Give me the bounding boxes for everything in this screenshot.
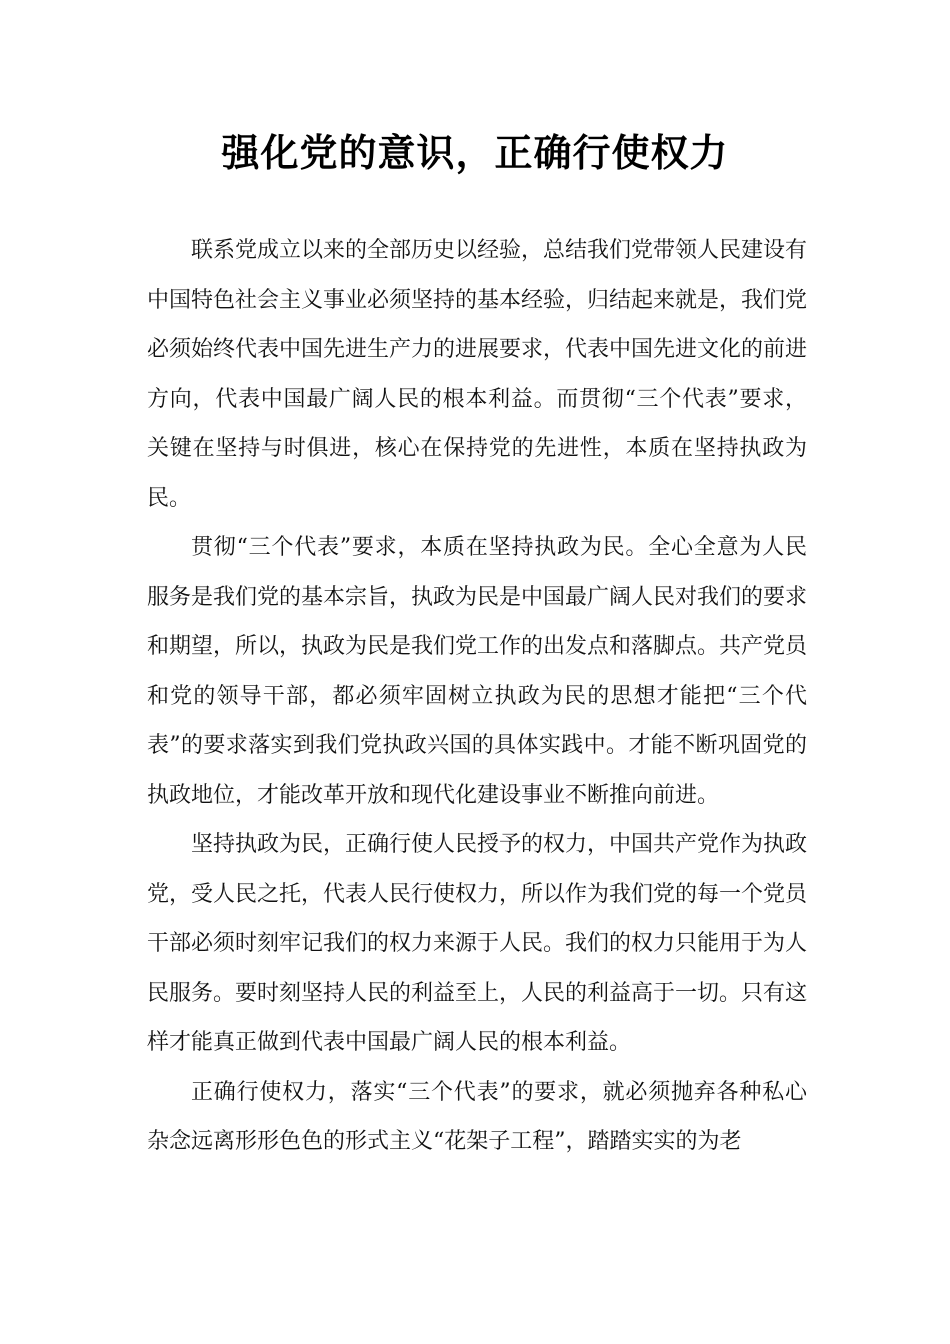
paragraph-3: 坚持执政为民，正确行使人民授予的权力，中国共产党作为执政党，受人民之托，代表人民行使权力，所以作为我们党的每一个党员干部必须时刻牢记我们的权力来源于人民。我们的权力只能用于为人民服务。要时刻坚持人民的利益至上，人民的利益高于一切。只有这样才能真正做到代表中国最广阔人民的根本利益。 — [147, 832, 808, 1055]
document-body — [147, 226, 807, 1167]
paragraph-2: 贯彻“三个代表”要求，本质在坚持执政为民。全心全意为人民服务是我们党的基本宗旨，执政为民是中国最广阔人民对我们的要求和期望，所以，执政为民是我们党工作的出发点和落脚点。共产党员和党的领导干部，都必须牢固树立执政为民的思想才能把“三个代表”的要求落实到我们党执政兴国的具体实践中。才能不断巩固党的执政地位，才能改革开放和现代化建设事业不断推向前进。 — [147, 535, 808, 808]
document-title: 强化党的意识，正确行使权力 — [221, 131, 729, 175]
paragraph-1: 联系党成立以来的全部历史以经验，总结我们党带领人民建设有中国特色社会主义事业必须坚持的基本经验，归结起来就是，我们党必须始终代表中国先进生产力的进展要求，代表中国先进文化的前进方向，代表中国最广阔人民的根本利益。而贯彻“三个代表”要求，关键在坚持与时俱进，核心在保持党的先进性，本质在坚持执政为民。 — [147, 238, 808, 511]
paragraph-4: 正确行使权力，落实“三个代表”的要求，就必须抛弃各种私心杂念远离形形色色的形式主义“花架子工程”，踏踏实实的为老 — [147, 1079, 807, 1154]
